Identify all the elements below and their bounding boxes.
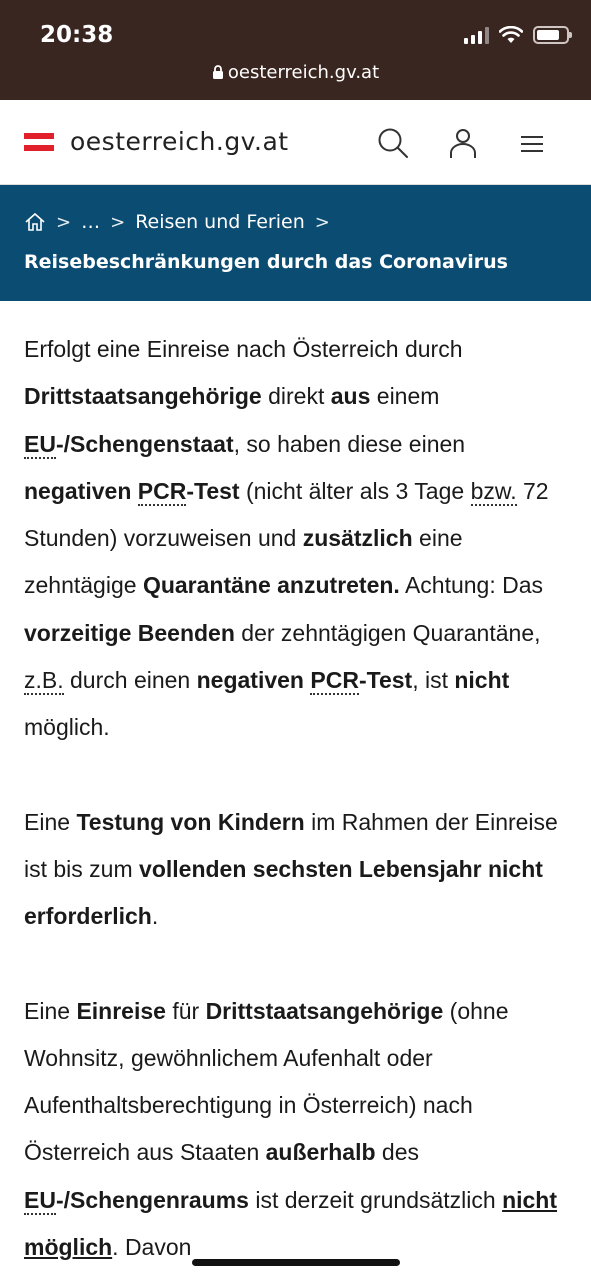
text: im Rahmen der Einreise ist bis zum xyxy=(24,808,558,882)
abbr-eu[interactable]: EU xyxy=(24,1186,56,1213)
text: Drittstaatsangehörige xyxy=(205,997,444,1024)
abbr-eu[interactable]: EU xyxy=(24,430,56,457)
text: des xyxy=(375,1139,420,1166)
breadcrumb xyxy=(24,211,330,233)
text: Eine xyxy=(24,997,77,1024)
text: (nicht älter als 3 Tage xyxy=(239,477,471,504)
paragraph-children-testing xyxy=(24,799,569,941)
text: negativen xyxy=(196,667,311,694)
page-title: Reisebeschränkungen durch das Coronavirus xyxy=(24,251,508,273)
breadcrumb-ellipsis[interactable]: … xyxy=(81,211,101,233)
text: einem xyxy=(370,383,440,410)
abbr-zb[interactable]: z.B. xyxy=(24,667,64,694)
breadcrumb-separator: > xyxy=(314,211,330,233)
site-brand[interactable]: oesterreich.gv.at xyxy=(70,127,289,156)
text: -Test xyxy=(358,667,413,694)
article-content xyxy=(24,326,569,1280)
wifi-icon xyxy=(499,26,523,44)
text: außerhalb xyxy=(265,1139,376,1166)
text: Erfolgt eine Einreise nach Österreich durch xyxy=(24,336,463,362)
text: direkt xyxy=(261,383,331,410)
status-bar xyxy=(0,0,591,100)
text: eine zehntägige xyxy=(24,525,463,599)
breadcrumb-separator: > xyxy=(56,211,72,233)
home-indicator[interactable] xyxy=(192,1259,400,1266)
paragraph-third-country-entry xyxy=(24,988,569,1272)
text: durch einen xyxy=(63,667,197,694)
text: zusätzlich xyxy=(302,525,413,552)
text: , so haben diese einen xyxy=(233,430,466,457)
text: -/Schengenstaat xyxy=(55,430,234,457)
search-icon[interactable] xyxy=(376,126,410,160)
text: (ohne Wohnsitz, gewöhnlichem Aufenhalt oder Aufenthaltsberechtigung in Österreich) nach Österreich aus Staaten xyxy=(24,997,509,1166)
text: aus xyxy=(330,383,371,410)
text: 72 Stunden) vorzuweisen und xyxy=(24,477,549,552)
text: ist derzeit grundsätzlich xyxy=(248,1186,503,1213)
cellular-signal-icon xyxy=(464,27,489,44)
abbr-pcr[interactable]: PCR xyxy=(310,667,359,694)
text: Eine xyxy=(24,808,77,835)
home-icon[interactable] xyxy=(24,212,46,232)
text: . Davon xyxy=(112,1234,192,1261)
text: Quarantäne anzutreten. xyxy=(142,572,400,599)
text: Achtung: Das xyxy=(399,572,544,599)
text: , ist xyxy=(412,667,455,694)
austria-flag-logo[interactable] xyxy=(24,133,54,151)
user-icon[interactable] xyxy=(446,126,480,160)
breadcrumb-bar xyxy=(0,185,591,301)
system-icons xyxy=(464,26,569,44)
text: . xyxy=(151,903,159,930)
text: vollenden sechsten Lebensjahr nicht erforderlich xyxy=(24,855,543,930)
address-bar[interactable] xyxy=(0,62,591,83)
text: -/Schengenraums xyxy=(55,1186,249,1213)
lock-icon xyxy=(212,65,224,80)
address-url: oesterreich.gv.at xyxy=(227,62,380,83)
text: vorzeitige Beenden xyxy=(24,619,235,646)
menu-icon[interactable] xyxy=(515,126,549,160)
status-time: 20:38 xyxy=(40,22,114,48)
text: Drittstaatsangehörige xyxy=(24,383,262,410)
paragraph-eu-entry xyxy=(24,326,569,752)
text: nicht möglich xyxy=(24,1186,558,1261)
site-header xyxy=(0,100,591,185)
text: Einreise xyxy=(76,997,166,1024)
breadcrumb-separator: > xyxy=(110,211,126,233)
text: -Test xyxy=(186,477,240,504)
text: negativen xyxy=(24,477,138,504)
text: möglich. xyxy=(24,714,110,741)
text: für xyxy=(165,997,206,1024)
breadcrumb-link-reisen[interactable]: Reisen und Ferien xyxy=(135,211,305,233)
text: nicht xyxy=(454,667,510,694)
battery-icon xyxy=(533,26,569,44)
text: der zehntägigen Quarantäne, xyxy=(234,619,541,646)
abbr-pcr[interactable]: PCR xyxy=(137,477,187,504)
text: Testung von Kindern xyxy=(76,808,305,835)
abbr-bzw[interactable]: bzw. xyxy=(470,477,517,504)
